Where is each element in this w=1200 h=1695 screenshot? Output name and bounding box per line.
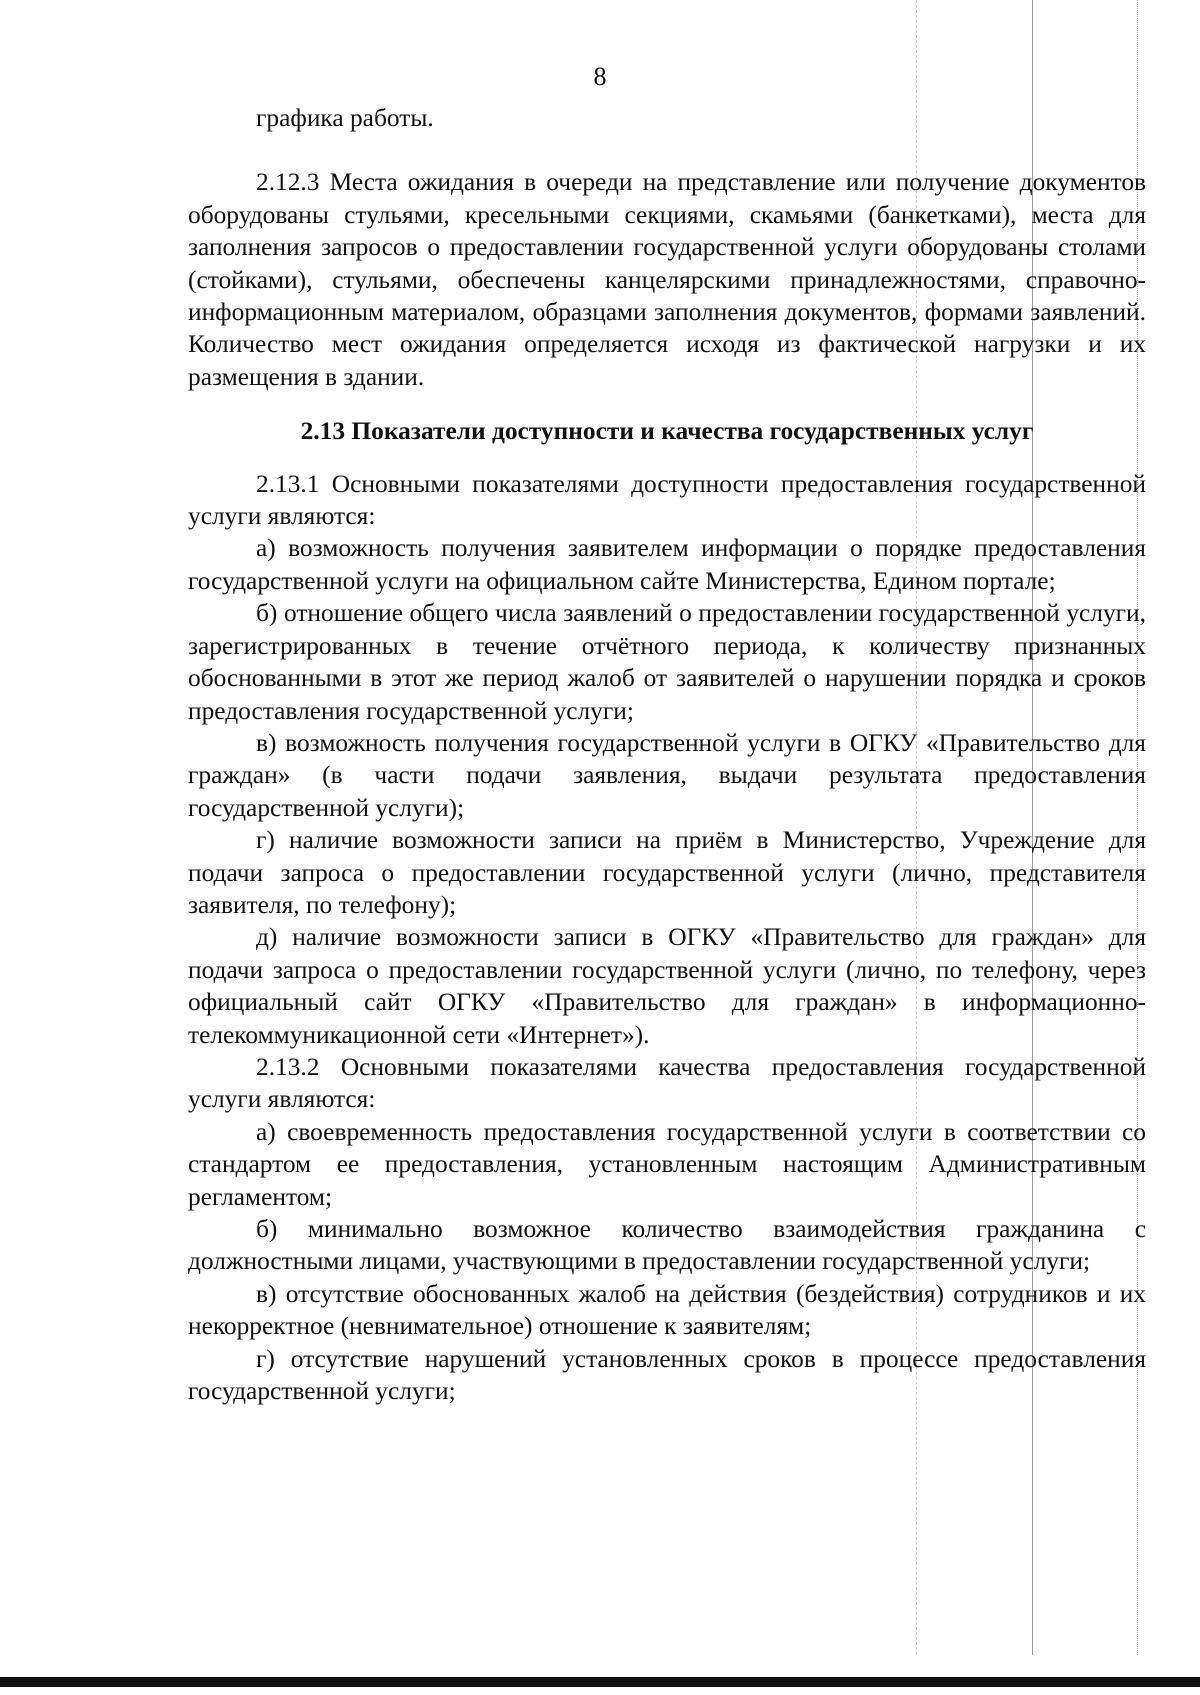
scan-bottom-border [0,1677,1200,1687]
paragraph: 2.13.1 Основными показателями доступности предоставления государственной услуги являются: [188,469,1146,531]
list-item: б) минимально возможное количество взаимодействия гражданина с должностными лицами, участвующими в предоставлении государственной услуги; [188,1215,1146,1276]
page-number: 8 [593,62,607,91]
list-item: б) отношение общего числа заявлений о предоставлении государственной услуги, зарегистрированных в течение отчётного периода, к количеству признанных обоснованными в этот же период жалоб от заявителей о нарушении порядка и сроков предоставления государственной услуги; [188,599,1146,725]
list-item: в) отсутствие обоснованных жалоб на действия (бездействия) сотрудников и их некорректное (невнимательное) отношение к заявителям; [188,1279,1146,1341]
document-body [188,102,1146,1407]
list-item: в) возможность получения государственной услуги в ОГКУ «Правительство для граждан» (в части подачи заявления, выдачи результата предоставления государственной услуги); [188,728,1146,822]
list-item: г) наличие возможности записи на приём в Министерство, Учреждение для подачи запроса о предоставлении государственной услуги (лично, представителя заявителя, по телефону); [188,826,1146,919]
list-item: а) своевременность предоставления государственной услуги в соответствии со стандартом ее предоставления, установленным настоящим Административным регламентом; [188,1117,1146,1211]
list-item: г) отсутствие нарушений установленных сроков в процессе предоставления государственной услуги; [188,1344,1146,1406]
section-heading: 2.13 Показатели доступности и качества государственных услуг [300,417,1034,446]
list-item: а) возможность получения заявителем информации о порядке предоставления государственной услуги на официальном сайте Министерства, Едином портале; [188,534,1146,595]
paragraph: 2.12.3 Места ожидания в очереди на представление или получение документов оборудованы стульями, кресельными секциями, скамьями (банкетками), места для заполнения запросов о предоставлении государственной услуги оборудованы столами (стойками), стульями, обеспечены канцелярскими принадлежностями, справочно-информационным материалом, образцами заполнения документов, формами заявлений. Количество мест ожидания определяется исходя из фактической нагрузки и их размещения в здании. [188,168,1146,391]
paragraph: 2.13.2 Основными показателями качества предоставления государственной услуги являются: [188,1052,1146,1114]
paragraph: графика работы. [256,104,434,132]
list-item: д) наличие возможности записи в ОГКУ «Правительство для граждан» для подачи запроса о предоставлении государственной услуги (лично, по телефону, через официальный сайт ОГКУ «Правительство для граждан» в информационно-телекоммуникационной сети «Интернет»). [188,923,1146,1049]
